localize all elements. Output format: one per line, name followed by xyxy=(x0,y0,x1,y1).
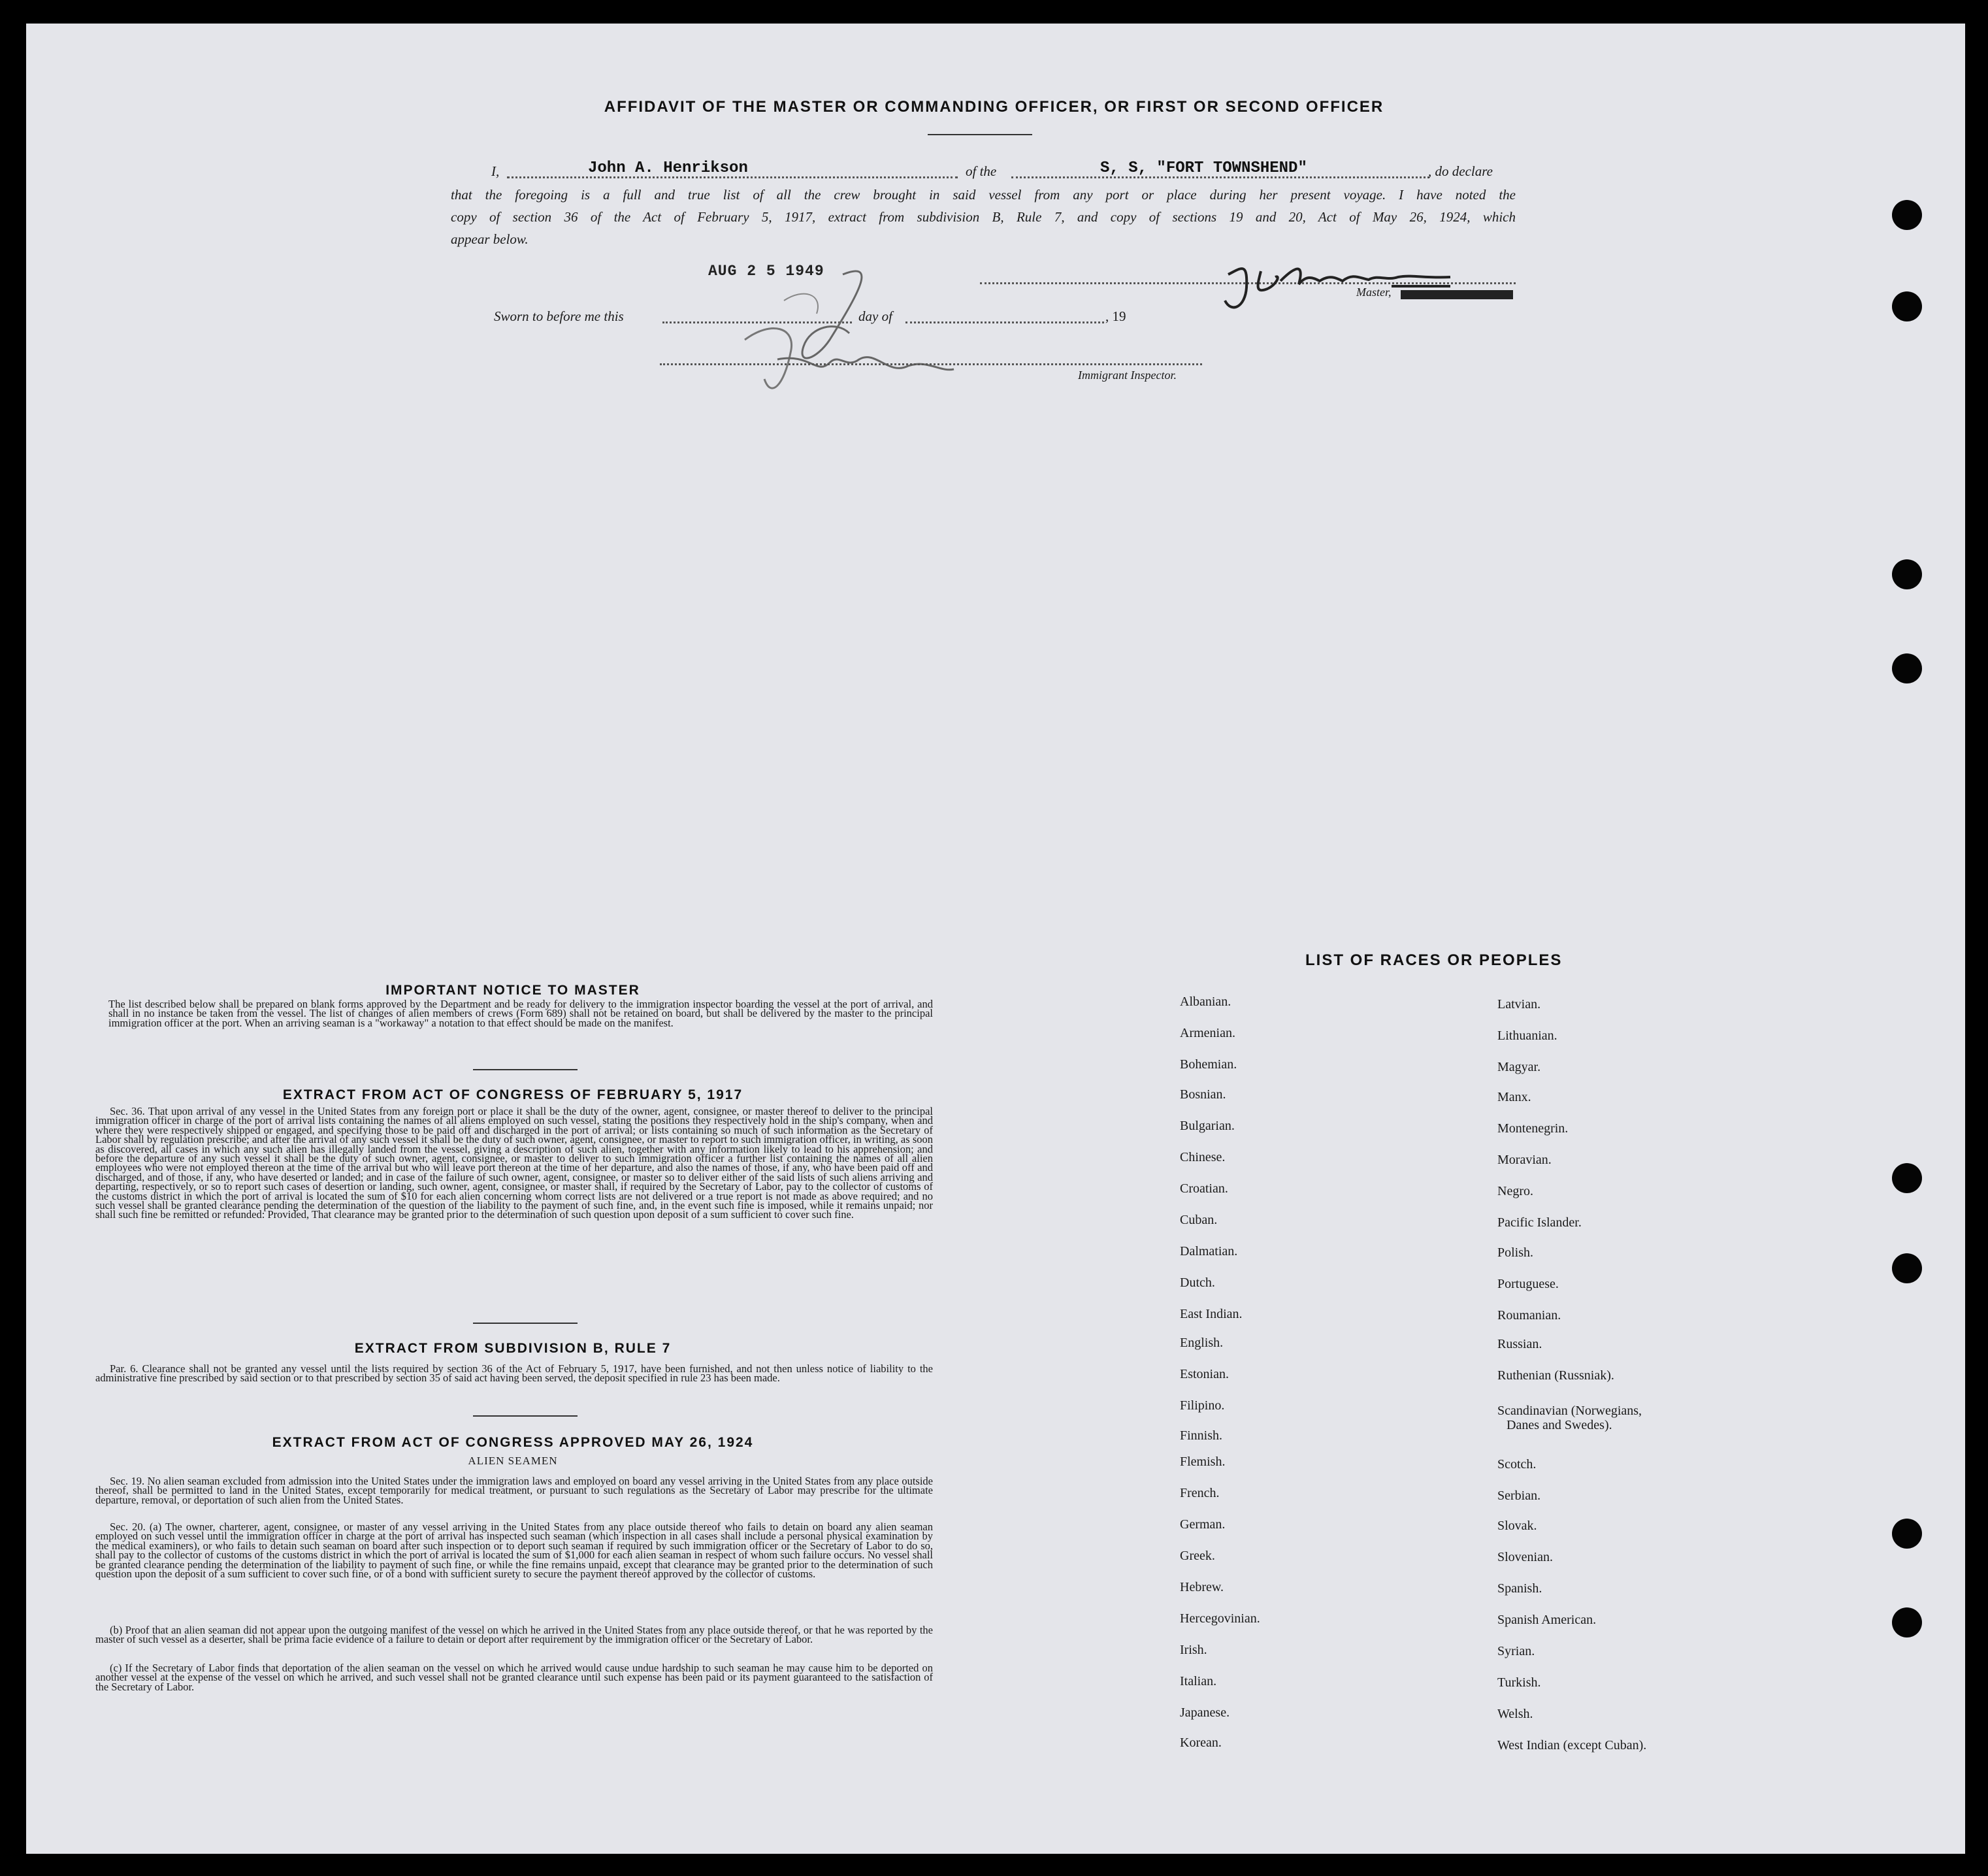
binder-hole xyxy=(1892,653,1922,683)
struck-out-text xyxy=(1401,290,1513,299)
race-item: Scotch. xyxy=(1497,1457,1537,1472)
race-item: English. xyxy=(1180,1336,1224,1350)
race-item: Ruthenian (Russniak). xyxy=(1497,1368,1614,1383)
race-item: Spanish American. xyxy=(1497,1613,1597,1627)
sec-20c-text: (c) If the Secretary of Labor finds that deportation of the alien seaman on the vessel on which he arrived would cause undue hardship to such seaman he may cause him to be deported on another vessel at the expense of the vessel on which he arrived, and such vessel shall not be granted clearance until such expense has been paid or its payment guaranteed to the satisfaction of the Secretary of Labor. xyxy=(95,1662,933,1693)
race-item: Spanish. xyxy=(1497,1581,1542,1596)
race-item: Roumanian. xyxy=(1497,1308,1561,1323)
sworn-label: Sworn to before me this xyxy=(494,308,624,324)
race-item: Dalmatian. xyxy=(1180,1244,1238,1259)
race-item: Croatian. xyxy=(1180,1181,1228,1196)
divider xyxy=(473,1323,578,1324)
race-item: Filipino. xyxy=(1180,1398,1225,1413)
do-declare-label: , do declare xyxy=(1428,163,1493,179)
binder-hole xyxy=(1892,1607,1922,1637)
race-item: Hebrew. xyxy=(1180,1580,1224,1594)
alien-seamen-subtitle: ALIEN SEAMEN xyxy=(468,1455,558,1467)
of-the-label: of the xyxy=(966,163,997,179)
dotted-line xyxy=(660,363,1202,365)
divider xyxy=(473,1415,578,1417)
race-item: Syrian. xyxy=(1497,1644,1535,1658)
race-item: Bosnian. xyxy=(1180,1087,1226,1102)
binder-hole xyxy=(1892,291,1922,321)
race-item: Hercegovinian. xyxy=(1180,1611,1260,1626)
race-item: Montenegrin. xyxy=(1497,1121,1569,1136)
extract-1917-title: EXTRACT FROM ACT OF CONGRESS OF FEBRUARY 5, 1917 xyxy=(282,1087,743,1102)
race-item: Latvian. xyxy=(1497,997,1541,1012)
binder-hole xyxy=(1892,1163,1922,1193)
affidavit-line-2: that the foregoing is a full and true list of all the crew brought in said vessel from any port or place during her present voyage. I have noted the xyxy=(451,187,1516,203)
master-name-field: John A. Henrikson xyxy=(588,159,748,177)
race-item: Pacific Islander. xyxy=(1497,1215,1582,1230)
race-item: East Indian. xyxy=(1180,1307,1243,1321)
race-item: Slovenian. xyxy=(1497,1550,1553,1564)
race-item: Armenian. xyxy=(1180,1026,1235,1040)
race-item: Bohemian. xyxy=(1180,1057,1237,1072)
race-item: Polish. xyxy=(1497,1245,1534,1260)
sec-20a-text: Sec. 20. (a) The owner, charterer, agent, consignee, or master of any vessel arriving in the United States from any place outside thereof who fails to detain on board any alien seaman employed on such vessel until the immigration officer in charge at the port of arrival has inspected such seaman (which inspection in all cases shall include a personal physical examination by the medical examiners), or who fails to detain such seaman on board after such inspection or to deport such seaman if required by such immigration officer or the Secretary of Labor to do so, shall pay to the collector of customs of the customs district in which the port of arrival is located the sum of $1,000 for each alien seaman in respect of whom such failure occurs. No vessel shall be granted clearance pending the determination of the liability to payment of such fine, or while the fine remains unpaid, except that clearance may be granted prior to the determination of such question upon the deposit of a sum sufficient to cover such fine, or of a bond with sufficient surety to secure the payment thereof approved by the collector of customs. xyxy=(95,1521,933,1581)
race-item: German. xyxy=(1180,1517,1226,1532)
race-item: Serbian. xyxy=(1497,1489,1541,1503)
rule7-text: Par. 6. Clearance shall not be granted any vessel until the lists required by section 36 of the Act of February 5, 1917, have been furnished, and not then unless notice of liability to the administrative fine prescribed by said section or to that prescribed by section 35 of said act having been served, the deposit specified in rule 23 has been made. xyxy=(95,1362,933,1385)
binder-hole xyxy=(1892,559,1922,589)
binder-hole xyxy=(1892,1519,1922,1549)
race-item: Welsh. xyxy=(1497,1707,1533,1721)
race-item: Estonian. xyxy=(1180,1367,1229,1381)
race-item: Danes and Swedes). xyxy=(1507,1418,1612,1432)
divider xyxy=(928,134,1032,135)
race-item: Slovak. xyxy=(1497,1519,1537,1533)
race-item: French. xyxy=(1180,1486,1220,1500)
races-title: LIST OF RACES OR PEOPLES xyxy=(1305,951,1563,969)
affidavit-i-label: I, xyxy=(491,163,500,179)
race-item: Negro. xyxy=(1497,1184,1533,1198)
race-item: Magyar. xyxy=(1497,1060,1541,1074)
vessel-name-field: S, S, "FORT TOWNSHEND" xyxy=(1100,159,1307,177)
inspector-signature xyxy=(732,261,967,405)
affidavit-line-4: appear below. xyxy=(451,231,529,247)
year-label: , 19 xyxy=(1105,308,1126,324)
affidavit-line-3: copy of section 36 of the Act of February 5, 1917, extract from subdivision B, Rule 7, and copy of sections 19 and 20, Act of May 26, 1924, which xyxy=(451,209,1516,225)
race-item: Irish. xyxy=(1180,1643,1207,1657)
race-item: Korean. xyxy=(1180,1736,1222,1750)
inspector-label: Immigrant Inspector. xyxy=(1078,369,1177,382)
race-item: Finnish. xyxy=(1180,1428,1223,1443)
race-item: Italian. xyxy=(1180,1674,1217,1688)
sec-19-text: Sec. 19. No alien seaman excluded from admission into the United States under the immigration laws and employed on board any vessel arriving in the United States from any place outside thereof, shall be permitted to land in the United States, except temporarily for medical treatment, or pursuant to such regulations as the Secretary of Labor may prescribe for the ultimate departure, removal, or deportation of such alien from the United States. xyxy=(95,1475,933,1506)
rule7-title: EXTRACT FROM SUBDIVISION B, RULE 7 xyxy=(354,1341,672,1356)
race-item: Chinese. xyxy=(1180,1150,1226,1164)
extract-1917-text: Sec. 36. That upon arrival of any vessel in the United States from any foreign port or place it shall be the duty of the owner, agent, consignee, or master thereof to deliver to the principal immigration officer in charge of the port of arrival lists containing the names of all aliens employed on such vessel, stating the positions they respectively hold in the ship's company, when and where they were respectively shipped or engaged, and specifying those to be paid off and discharged in the port of arrival; or lists containing so much of such information as the Secretary of Labor shall by regulation prescribe; and after the arrival of any such vessel it shall be the duty of such owner, agent, consignee, or master to report to such immigration officer, in writing, as soon as discovered, all cases in which any such alien has illegally landed from the vessel, giving a description of such alien, together with any information likely to lead to his apprehension; and before the departure of any such vessel it shall be the duty of such owner, agent, consignee, or master to deliver to such immigration officer a further list containing the names of all alien employees who were not employed thereon at the time of the arrival but who will leave port thereon at the time of her departure, and also the names of those, if any, who have been paid off and discharged, and of those, if any, who have deserted or landed; and in case of the failure of such owner, agent, consignee, or master so to deliver either of the said lists of such aliens arriving and departing, respectively, or so to report such cases of desertion or landing, such owner, agent, consignee, or master shall, if required by the Secretary of Labor, pay to the collector of customs of the customs district in which the port of arrival is located the sum of $10 for each alien concerning whom correct lists are not delivered or a true report is not made as above required; and no such vessel shall be granted clearance pending the determination of the question of the liability to the payment of such fine, and, in the event such fine is imposed, while it remains unpaid; nor shall such fine be remitted or refunded: Provided, That clearance may be granted prior to the determination of such question upon deposit of a sum sufficient to cover such fine. xyxy=(95,1105,933,1221)
race-item: Bulgarian. xyxy=(1180,1119,1235,1133)
race-item: Russian. xyxy=(1497,1337,1542,1351)
race-item: Albanian. xyxy=(1180,995,1231,1009)
race-item: Turkish. xyxy=(1497,1675,1541,1690)
divider xyxy=(473,1069,578,1070)
affidavit-title: AFFIDAVIT OF THE MASTER OR COMMANDING OFFICER, OR FIRST OR SECOND OFFICER xyxy=(604,98,1384,116)
notice-text: The list described below shall be prepared on blank forms approved by the Department and be ready for delivery to the immigration inspector boarding the vessel at the port of arrival, and shall in no instance be taken from the vessel. The list of changes of alien members of crews (Form 689) shall not be retained on board, but shall be delivered by the master to the principal immigration officer at the port. When an arriving seaman is a "workaway" a notation to that effect should be made on the manifest. xyxy=(108,998,933,1029)
race-item: Flemish. xyxy=(1180,1455,1226,1469)
master-label: Master, xyxy=(1356,286,1392,299)
race-item: Lithuanian. xyxy=(1497,1029,1557,1043)
race-item: Dutch. xyxy=(1180,1275,1215,1290)
race-item: Japanese. xyxy=(1180,1705,1230,1720)
race-item: Portuguese. xyxy=(1497,1277,1559,1291)
race-item: Greek. xyxy=(1180,1549,1215,1563)
day-of-label: day of xyxy=(858,308,892,324)
race-item: Scandinavian (Norwegians, xyxy=(1497,1404,1642,1418)
race-item: Moravian. xyxy=(1497,1153,1552,1167)
binder-hole xyxy=(1892,1253,1922,1283)
race-item: Cuban. xyxy=(1180,1213,1218,1227)
race-item: Manx. xyxy=(1497,1090,1531,1104)
extract-1924-title: EXTRACT FROM ACT OF CONGRESS APPROVED MAY 26, 1924 xyxy=(272,1435,754,1450)
master-signature xyxy=(1215,248,1463,320)
sec-20b-text: (b) Proof that an alien seaman did not appear upon the outgoing manifest of the vessel on which he arrived in the United States from any place outside thereof, or that he was reported by the master of such vessel as a deserter, shall be prima facie evidence of a failure to detain or deport after requirement by the immigration officer or the Secretary of Labor. xyxy=(95,1624,933,1646)
binder-hole xyxy=(1892,200,1922,230)
notice-title: IMPORTANT NOTICE TO MASTER xyxy=(385,983,640,998)
race-item: West Indian (except Cuban). xyxy=(1497,1738,1647,1753)
date-stamp: AUG 2 5 1949 xyxy=(708,263,824,280)
